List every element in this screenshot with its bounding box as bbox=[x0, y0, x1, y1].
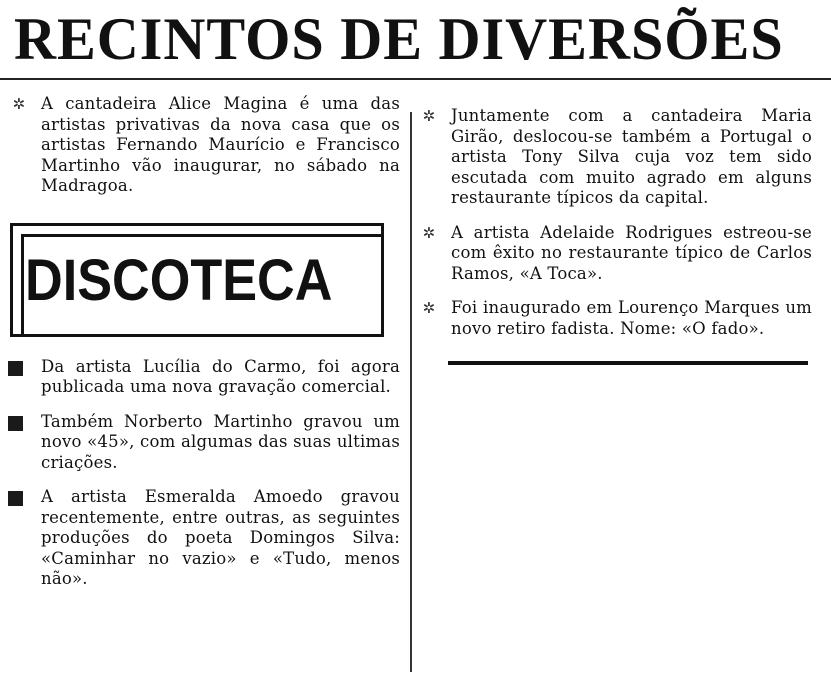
discoteca-item bbox=[8, 412, 400, 474]
news-item-text: Juntamente com a cantadeira Maria Girão, deslocou-se também a Portugal o artista Tony Silva cuja voz tem sido escutada com muito agrado em alguns restaurante típicos da capital. bbox=[451, 106, 812, 207]
discoteca-item-text: A artista Esmeralda Amoedo gravou recentemente, entre outras, as seguintes produções do poeta Domingos Silva: «Caminhar no vazio» e «Tudo, menos não». bbox=[41, 487, 400, 588]
headline-rule bbox=[0, 78, 831, 80]
discoteca-item bbox=[8, 357, 400, 398]
news-item bbox=[418, 223, 812, 285]
square-bullet-icon bbox=[8, 416, 23, 431]
asterisk-icon: ✲ bbox=[422, 223, 436, 242]
square-bullet-icon bbox=[8, 491, 23, 506]
news-item-text: A cantadeira Alice Magina é uma das artistas privativas da nova casa que os artistas Fernando Maurício e Francisco Martinho vão inaugurar, no sábado na Madragoa. bbox=[41, 94, 400, 195]
section-end-rule bbox=[448, 361, 808, 365]
discoteca-header-box bbox=[10, 223, 384, 337]
asterisk-icon: ✲ bbox=[422, 107, 436, 125]
column-divider bbox=[410, 112, 412, 672]
news-item bbox=[8, 94, 400, 197]
news-item-text: Foi inaugurado em Lourenço Marques um novo retiro fadista. Nome: «O fado». bbox=[451, 298, 812, 338]
right-column bbox=[418, 106, 812, 365]
left-column bbox=[8, 94, 400, 604]
asterisk-icon: ✲ bbox=[12, 95, 26, 113]
discoteca-item bbox=[8, 487, 400, 590]
discoteca-item-text: Da artista Lucília do Carmo, foi agora publicada uma nova gravação comercial. bbox=[41, 356, 400, 396]
news-item bbox=[418, 106, 812, 209]
discoteca-title: DISCOTECA bbox=[25, 247, 333, 313]
news-item bbox=[418, 298, 812, 339]
page-headline: RECINTOS DE DIVERSÕES bbox=[14, 6, 784, 72]
asterisk-icon: ✲ bbox=[422, 299, 436, 317]
discoteca-item-text: Também Norberto Martinho gravou um novo «45», com algumas das suas ultimas criações. bbox=[41, 411, 400, 472]
news-item-text: A artista Adelaide Rodrigues estreou-se com êxito no restaurante típico de Carlos Ramos, «A Toca». bbox=[451, 222, 812, 283]
square-bullet-icon bbox=[8, 361, 23, 376]
